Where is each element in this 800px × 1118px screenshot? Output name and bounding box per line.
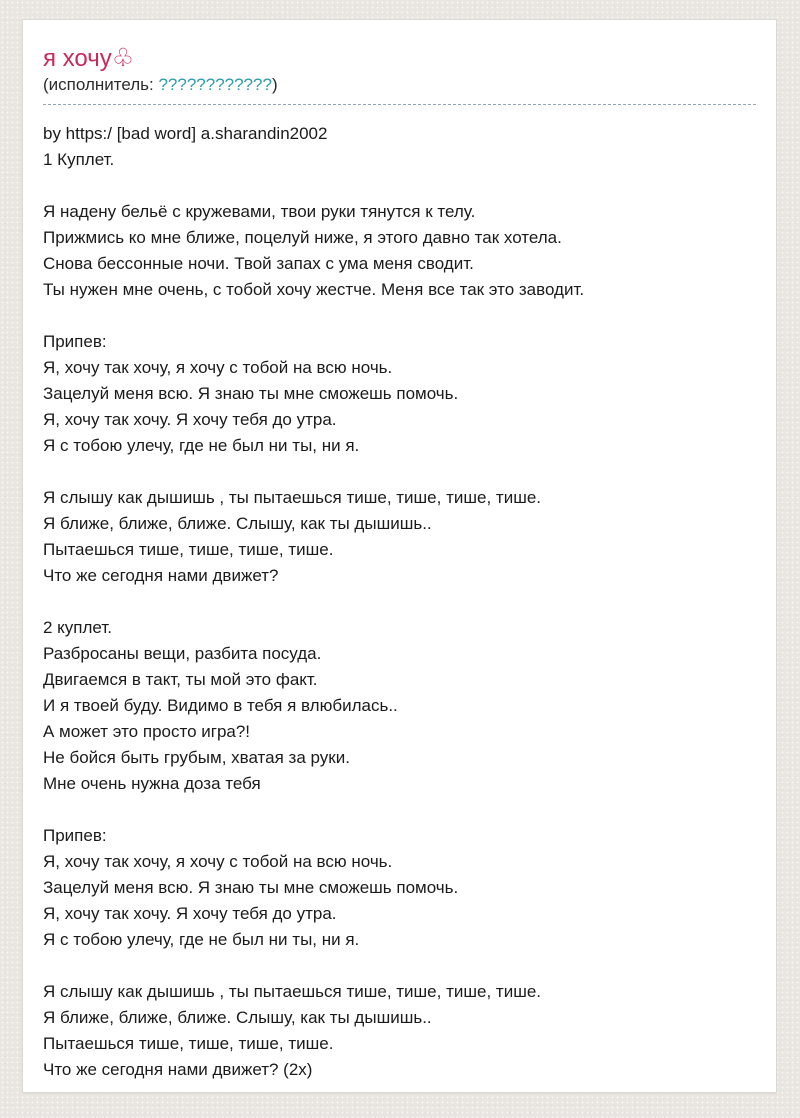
artist-label: (исполнитель:: [43, 75, 159, 94]
lyric-line: Я, хочу так хочу. Я хочу тебя до утра.: [43, 410, 337, 429]
lyric-blank-line: [43, 459, 756, 485]
lyric-line: Двигаемся в такт, ты мой это факт.: [43, 670, 318, 689]
lyric-blank-line: [43, 173, 756, 199]
lyric-line: Припев:: [43, 826, 107, 845]
lyric-line: Я с тобою улечу, где не был ни ты, ни я.: [43, 930, 360, 949]
lyric-line: А может это просто игра?!: [43, 722, 251, 741]
lyric-line: Прижмись ко мне ближе, поцелуй ниже, я этого давно так хотела.: [43, 228, 562, 247]
lyric-line: Я с тобою улечу, где не был ни ты, ни я.: [43, 436, 360, 455]
card-content: [23, 20, 776, 1083]
lyric-line: 1 Куплет.: [43, 150, 115, 169]
lyric-line: by https:/ [bad word] a.sharandin2002: [43, 124, 328, 143]
lyric-line: Зацелуй меня всю. Я знаю ты мне сможешь помочь.: [43, 384, 459, 403]
artist-label-close: ): [271, 75, 278, 94]
lyric-line: Я надену бельё с кружевами, твои руки тянутся к телу.: [43, 202, 476, 221]
lyric-line: Припев:: [43, 332, 107, 351]
lyric-line: Зацелуй меня всю. Я знаю ты мне сможешь помочь.: [43, 878, 459, 897]
lyrics-text: [43, 121, 756, 1083]
lyric-line: Что же сегодня нами движет?: [43, 566, 279, 585]
lyric-blank-line: [43, 303, 756, 329]
lyric-line: Ты нужен мне очень, с тобой хочу жестче. Меня все так это заводит.: [43, 280, 585, 299]
artist-link[interactable]: ????????????: [158, 75, 272, 94]
club-suit-icon: ♧: [111, 44, 135, 72]
lyric-blank-line: [43, 589, 756, 615]
lyric-line: Я ближе, ближе, ближе. Слышу, как ты дышишь..: [43, 514, 432, 533]
lyric-line: Я, хочу так хочу. Я хочу тебя до утра.: [43, 904, 337, 923]
lyric-blank-line: [43, 797, 756, 823]
lyric-line: Что же сегодня нами движет? (2x): [43, 1060, 313, 1079]
lyric-line: Снова бессонные ночи. Твой запах с ума меня сводит.: [43, 254, 474, 273]
artist-line: [43, 75, 756, 105]
lyric-line: Я, хочу так хочу, я хочу с тобой на всю ночь.: [43, 358, 393, 377]
song-title-text: я хочу: [43, 45, 112, 72]
lyric-line: Я слышу как дышишь , ты пытаешься тише, тише, тише, тише.: [43, 488, 542, 507]
lyric-line: Пытаешься тише, тише, тише, тише.: [43, 1034, 334, 1053]
lyrics-card: [22, 19, 777, 1093]
lyric-line: Разбросаны вещи, разбита посуда.: [43, 644, 322, 663]
lyric-line: 2 куплет.: [43, 618, 112, 637]
lyric-blank-line: [43, 953, 756, 979]
lyric-line: Не бойся быть грубым, хватая за руки.: [43, 748, 350, 767]
lyric-line: Я, хочу так хочу, я хочу с тобой на всю ночь.: [43, 852, 393, 871]
lyric-line: Я слышу как дышишь , ты пытаешься тише, тише, тише, тише.: [43, 982, 542, 1001]
page-title: [43, 44, 756, 73]
lyric-line: Мне очень нужна доза тебя: [43, 774, 261, 793]
lyric-line: Пытаешься тише, тише, тише, тише.: [43, 540, 334, 559]
lyric-line: Я ближе, ближе, ближе. Слышу, как ты дышишь..: [43, 1008, 432, 1027]
lyric-line: И я твоей буду. Видимо в тебя я влюбилась..: [43, 696, 398, 715]
